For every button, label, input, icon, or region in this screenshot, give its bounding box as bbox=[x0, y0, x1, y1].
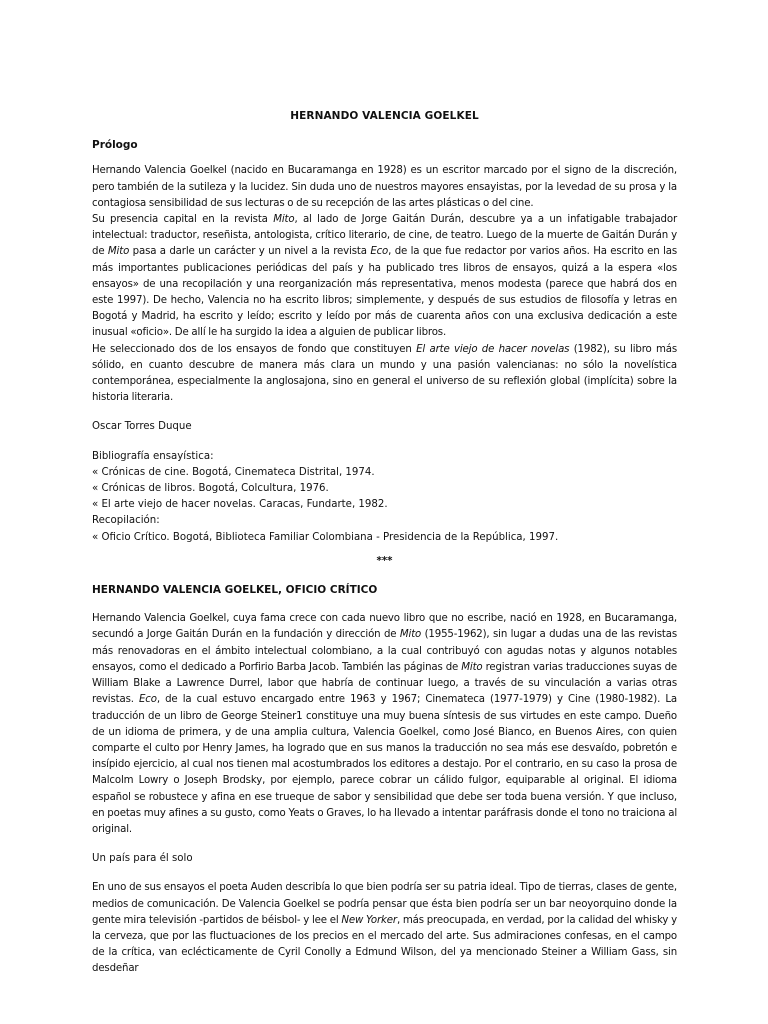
text-run: (1982), su libro más sólido, en cuanto descubre de manera más clara un mundo y una pasión valencianas: no sólo la novelística contemporánea, especialmente la anglosajona, sino en general el universo de su reflexión global (implícita) sobre la historia literaria. bbox=[92, 343, 678, 404]
bibliography-line: « El arte viejo de hacer novelas. Caracas, Fundarte, 1982. bbox=[92, 499, 388, 511]
text-run: Hernando Valencia Goelkel, cuya fama crece con cada nuevo libro que no escribe, nació en 1928, en Bucaramanga, secundó a Jorge Gaitán Durán en la fundación y dirección de bbox=[92, 613, 677, 641]
signature: Oscar Torres Duque bbox=[92, 421, 192, 433]
text-run: , de la cual estuvo encargado entre 1963 y 1967; Cinemateca (1977-1979) y Cine (1980-1982). La traducción de un libro de George Steiner1 constituye una muy buena síntesis de sus virtudes en este campo. Dueño de un idioma de primera, y de una amplia cultura, Valencia Goelkel, como José Bianco, en Buenos Aires, con quien comparte el culto por Henry James, ha logrado que en sus manos la traducción no sea más ese desvaído, pobretón e insípido ejercicio, al cual nos tienen mal acostumbrados los editores a destajo. Por el contrario, en su caso la prosa de Malcolm Lowry o Joseph Brodsky, por ejemplo, parece cobrar un cálido fulgor, equiparable al original. El idioma español se robustece y afina en ese trueque de sabor y sensibilidad que debe ser toda buena versión. Y que incluso, en poetas muy afines a su gusto, como Yeats o Graves, lo ha llevado a intentar paráfrasis donde el tono no traiciona al original. bbox=[92, 694, 677, 835]
bibliography bbox=[92, 449, 677, 546]
italic-title: Mito bbox=[461, 661, 483, 673]
italic-title: El arte viejo de hacer novelas bbox=[416, 343, 570, 355]
document-page bbox=[92, 108, 677, 978]
italic-title: Mito bbox=[399, 629, 422, 641]
prologo-paragraph-3 bbox=[92, 342, 677, 407]
document-title: HERNANDO VALENCIA GOELKEL bbox=[290, 110, 479, 122]
section-separator: *** bbox=[376, 555, 393, 567]
bibliography-line: « Crónicas de libros. Bogotá, Colcultura, 1976. bbox=[92, 483, 329, 495]
text-run: Hernando Valencia Goelkel (nacido en Bucaramanga en 1928) es un escritor marcado por el signo de la discreción, pero también de la sutileza y la lucidez. Sin duda uno de nuestros mayores ensayistas, por la levedad de su prosa y la contagiosa sensibilidad de sus lecturas o de su recepción de las artes plásticas o del cine. bbox=[92, 165, 677, 209]
text-run: Su presencia capital en la revista bbox=[92, 214, 274, 226]
italic-title: Mito bbox=[273, 214, 295, 226]
bibliography-line: Bibliografía ensayística: bbox=[92, 450, 214, 462]
prologo-paragraph-2 bbox=[92, 212, 677, 342]
section-paragraph-2 bbox=[92, 880, 677, 977]
subheading: Un país para él solo bbox=[92, 853, 193, 865]
bibliography-line: Recopilación: bbox=[92, 515, 160, 527]
text-run: En uno de sus ensayos el poeta Auden describía lo que bien podría ser su patria ideal. Tipo de tierras, clases de gente, medios de comunicación. De Valencia Goelkel se podría pensar que ésta bien podría ser un bar neoyorquino donde la gente mira televisión -partidos de béisbol- y lee el bbox=[92, 882, 677, 926]
italic-title: Eco bbox=[139, 694, 157, 706]
italic-title: New Yorker bbox=[341, 914, 397, 926]
text-run: , al lado de Jorge Gaitán Durán, descubre ya a un infatigable trabajador intelectual: traductor, reseñista, antologista, crítico literario, de cine, de teatro. Luego de la muerte de Gaitán Durán y de bbox=[92, 214, 677, 258]
prologo-paragraph-1 bbox=[92, 163, 677, 212]
text-run: , más preocupada, en verdad, por la calidad del whisky y la cerveza, que por las fluctuaciones de los precios en el mercado del arte. Sus admiraciones confesas, en el campo de la crítica, van eclécticamente de Cyril Conolly a Edmund Wilson, del ya mencionado Steiner a William Gass, sin desdeñar bbox=[92, 914, 677, 975]
italic-title: Mito bbox=[107, 246, 130, 258]
text-run: (1955-1962), sin lugar a dudas una de las revistas más renovadoras en el ámbito intelectual colombiano, a la cual contribuyó con agudas notas y algunos notables ensayos, como el dedicado a Porfirio Barba Jacob. También las páginas de bbox=[92, 629, 677, 673]
italic-title: Eco bbox=[370, 246, 389, 258]
text-run: , de la que fue redactor por varios años. Ha escrito en las más importantes publicaciones periódicas del país y ha publicado tres libros de ensayos, quizá a la espera «los ensayos» de una recopilación y una reorganización más representativa, menos modesta (parece que habrá dos en este 1997). De hecho, Valencia no ha escrito libros; simplemente, y después de sus estudios de filosofía y letras en Bogotá y Madrid, ha escrito y leído; escrito y leído por más de cuarenta años con una exclusiva dedicación a este inusual «oficio». De allí le ha surgido la idea a alguien de publicar libros. bbox=[92, 246, 678, 339]
text-run: He seleccionado dos de los ensayos de fondo que constituyen bbox=[92, 343, 417, 355]
prologo-heading: Prólogo bbox=[92, 139, 138, 152]
section-heading: HERNANDO VALENCIA GOELKEL, OFICIO CRÍTICO bbox=[92, 584, 378, 597]
text-run: registran varias traducciones suyas de William Blake a Lawrence Durrel, labor que habría de continuar luego, a través de su vinculación a varias otras revistas. bbox=[92, 661, 678, 706]
bibliography-line: « Oficio Crítico. Bogotá, Biblioteca Familiar Colombiana - Presidencia de la República, 1997. bbox=[92, 531, 559, 543]
text-run: pasa a darle un carácter y un nivel a la revista bbox=[129, 246, 371, 258]
section-paragraph-1 bbox=[92, 611, 677, 838]
bibliography-line: « Crónicas de cine. Bogotá, Cinemateca Distrital, 1974. bbox=[92, 466, 375, 478]
